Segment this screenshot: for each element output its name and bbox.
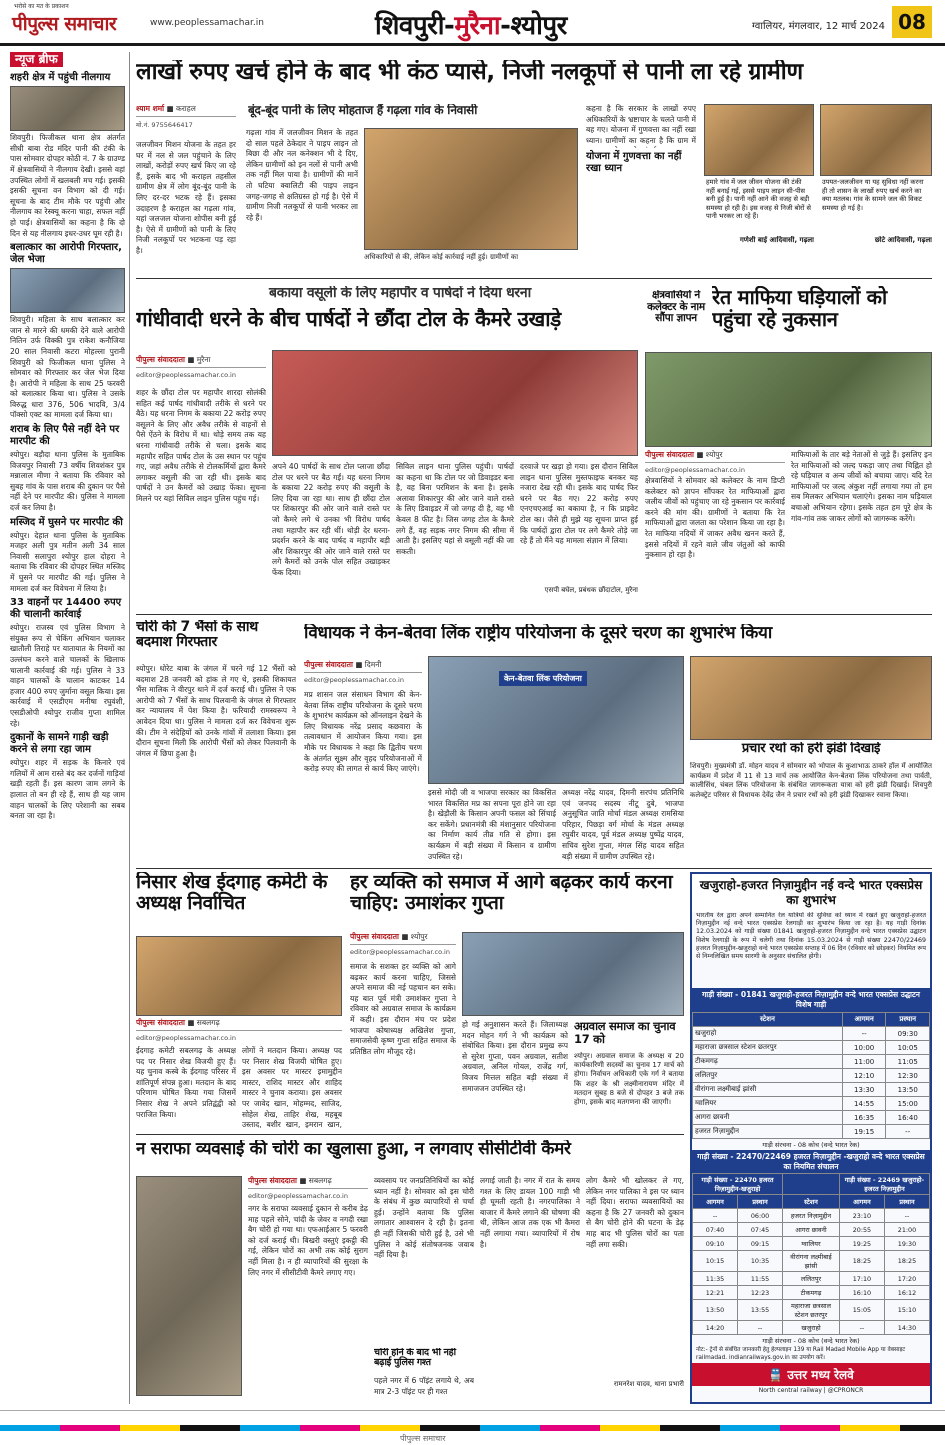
- ganeshi-bai-photo: [704, 104, 814, 176]
- umashankar-byline-box: [350, 932, 456, 958]
- website-link[interactable]: www.peoplessamachar.in: [150, 18, 264, 28]
- news-brief-tag: न्यूज ब्रीफ: [10, 52, 63, 67]
- lead-phone: मो.नं. 9755646417: [136, 121, 193, 129]
- river-text: मप्र शासन जल संसाधन विभाग की केन-बेतवा लिंक राष्ट्रीय परियोजना के दूसरे चरण के शुभारंभ कार्यक्रम को ऑनलाइन देखने के लिए विधायक नरेंद्र प्रसाद कछवारा के तत्वावधान में आयोजन किया गया। इस मौके पर विधायक ने कहा कि द्वितीय चरण के अंतर्गत सूक्ष्म और वृहद परियोजनाओं में करोड़ रुपए की लागत से कार्य किए जाएंगे।: [304, 690, 422, 774]
- umashankar-text: समाज के सशक्त हर व्यक्ति को आगे बढ़कर कार्य करना चाहिए, जिससे अपने समाज की नई पहचान बन सके। यह बात पूर्व मंत्री उमाशंकर गुप्ता ने रविवार को अग्रवाल समाज के कार्यक्रम में कही। इस दौरान मंच पर प्रदेश भाजपा कोषाध्यक्ष अखिलेश गुप्ता, समाजसेवी कृष्ण गुप्ता सहित समाज के प्रतिष्ठित लोग मौजूद रहे।: [350, 962, 456, 1056]
- lead-headline[interactable]: लाखों रुपए खर्च होने के बाद भी कंठ प्यासे, निजी नलकूपों से पानी ला रहे ग्रामीण: [136, 60, 803, 85]
- section-rule: [136, 614, 932, 615]
- cctv-text: लगाई जाती है। नगर में रात के समय गश्त के लिए डायल 100 गाड़ी भी ही घूमती रहती है। नगरपालिका ने बाजार में कैमरे लगाने की घोषणा की थी, लेकिन आज तक एक भी कैमरा नहीं लगाया गया। व्यापारियों में रोष है।: [480, 1176, 580, 1249]
- ad-intro: भारतीय रेल द्वारा अपने सम्मानित रेल यात्रियों की सुविधा को ध्यान में रखते हुए खजुराहो-हजरत निज़ामुद्दीन नई वन्दे भारत एक्सप्रेस रेलगाड़ी का शुभारंभ किया जा रहा है। यह गाड़ी दिनांक 12.03.2024 को गाड़ी संख्या 01841 खजुराहो-हजरत निज़ामुद्दीन वन्दे भारत एक्सप्रेस उद्घाटन विशेष रेलगाड़ी के रूप में चलेगी तथा दिनांक 15.03.2024 से गाड़ी संख्या 22470/22469 हजरत निज़ामुद्दीन-खजुराहो वन्दे भारत एक्सप्रेस सप्ताह में 06 दिन (रविवार को छोड़कर) नियमित रूप से निम्नलिखित समय सारणी के अनुसार संचालित होगी।: [696, 912, 926, 961]
- brief-text: शिवपुरी। फिजीकल थाना क्षेत्र अंतर्गत सीधी बाबा रोड मंदिर पानी की टंकी के पास सोमवार दोपहर कोठी नं. 7 के ग्राउण्ड में क्षेत्रवासियों ने नीलगाय देखी। इससे वहां उपस्थित लोगों में खलबली मच गई। इसकी इसकी सूचना वन विभाग को दी गई। सूचना के बाद टीम मौके पर पहुंची और नीलगाय का रेस्क्यू करना चाहा, सफल नहीं हो पाई। क्षेत्रवासियों का कहना है कि दो दिन से यह नीलगाय इधर-उधर घूम रही है।: [10, 133, 125, 238]
- sand-byline: पीपुल्स संवाददाता ■ श्योपुर: [645, 450, 785, 463]
- cctv-text: लोग कैमरे भी खोलकर ले गए, लेकिन नगर पालिका ने इस पर ध्यान नहीं दिया। सराफा व्यवसायियों का कहना है कि 27 जनवरी को दुकान से बैग चोरी होने की घटना के डेढ़ माह बाद भी पुलिस चोरों का पता नहीं लगा सकी।: [586, 1176, 684, 1249]
- sand-memorandum-photo: [645, 352, 932, 447]
- dharna-text: अपने 40 पार्षदों के साथ टोल प्लाजा छौंदा टोल पर धरने पर बैठ गईं। यह धरना निगम के बकाया 22 करोड़ रुपए की वसूली के लिए दिया जा रहा था। साथ ही छौंदा टोल पर शिकारपुर की ओर जाने वाले रास्ते पर जो कैमरे लगे थे उनका भी विरोध पार्षद तथा महापौर कर रही थीं। थोड़ी देर धरना-प्रदर्शन करने के बाद पार्षद व महापौर बड़ी और शिकारपुर की ओर जाने वाले रास्ते पर लगे कैमरों को उनके पोल सहित उखाड़कर फेंक दिया।: [272, 462, 390, 577]
- cctv-street-photo: [136, 1176, 242, 1396]
- umashankar-email[interactable]: editor@peoplessamachar.co.in: [350, 948, 450, 956]
- vande-bharat-ad: [690, 872, 932, 1404]
- cctv-byline-box: [248, 1176, 368, 1202]
- umashankar-byline: पीपुल्स संवाददाता ■ श्योपुर: [350, 932, 456, 945]
- brief-headline: शराब के लिए पैसे नहीं देने पर मारपीट की: [10, 424, 120, 448]
- cctv-subhead: चोरी होने के बाद भी नहीं बढ़ाई पुलिस गश्त: [374, 1348, 456, 1369]
- brief-headline: बलात्कार का आरोपी गिरफ्तार, जेल भेजा: [10, 242, 122, 266]
- ad-headline: खजुराहो-हजरत निज़ामुद्दीन नई वन्दे भारत एक्सप्रेस का शुभारंभ: [692, 874, 930, 912]
- dharna-photo: [272, 350, 638, 456]
- brief-text: श्योपुर। राजस्व एवं पुलिस विभाग ने संयुक्त रूप से चेकिंग अभियान चलाकर खातौली तिराहे पर यातायात के नियमों का उल्लंघन करने वाले चालकों के खिलाफ चालानी कार्रवाई की गई। पुलिस ने 33 वाहन चालकों के चालान काटकर 14 हजार 400 रुपए जुर्माना वसूल किया। इस कार्रवाई में एसडीएम मनीषा रघुवंशी, एसडीओपी श्योपुर राजीव गुप्ता शामिल रहे।: [10, 623, 125, 728]
- umashankar-photo: [462, 932, 684, 1016]
- quote-name: छोटे आदिवासी, गढ़ला: [874, 236, 932, 244]
- dharna-signoff: एसपी बघेल, प्रबंधक छौंदाटोल, मुरैना: [544, 586, 638, 594]
- table-row: ललितपुर 12:10 12:30: [693, 1069, 930, 1083]
- buffalo-text: श्योपुर। धोरेट बाबा के जंगल में चरने गई 12 भैंसों को बदमाश 28 जनवरी को हांक ले गए थे, इसकी शिकायत भैंस मालिक ने वीरपुर थाने में दर्ज कराई थी। पुलिस ने एक आरोपी को 7 भैंसों के साथ पिलवानी के जंगल से गिरफ्तार कर न्यायालय में पेश किया है। फरियादी रामस्वरूप ने आवेदन दिया था। पुलिस ने मामला दर्ज कर विवेचना शुरू की। टीम ने संदेहियों को उनके गांवों में तलाशा किया। इस दौरान सूचना मिली कि आरोपी भैंसों को लेकर पिलवानी के जंगल में छिपा हुआ है।: [136, 664, 296, 758]
- table-row: 07:40 07:45 आगरा छावनी 20:55 21:00: [693, 1223, 930, 1237]
- dharna-email[interactable]: editor@peoplessamachar.co.in: [136, 371, 236, 379]
- dharna-byline: पीपुल्स संवाददाता ■ मुरैना: [136, 355, 266, 368]
- table-row: टीकमगढ़ 11:00 11:05: [693, 1055, 930, 1069]
- brief-text: शिवपुरी। महिला के साथ बलात्कार कर जान से मारने की धमकी देने वाले आरोपी नितिन उर्फ विक्की पुत्र राकेश कनौजिया 20 साल निवासी कटरा मोहल्ला पुरानी शिवपुरी को फिजीकल थाना पुलिस ने सोमवार को गिरफ्तार कर जेल भेज दिया है। आरोपी ने महिला के साथ 25 फरवरी को बलात्कार किया था। पुलिस ने उसके विरुद्ध धारा 376, 506 भादवि, 3/4 पॉक्सो एक्ट का मामला दर्ज किया था।: [10, 315, 125, 420]
- lead-col3-head: योजना में गुणवत्ता का नहीं रखा ध्यान: [586, 151, 682, 174]
- idgah-text: लोगों ने मतदान किया। अध्यक्ष पद पर निसार शेख विजयी घोषित हुए। इस अवसर पर मास्टर इमामुद्दीन मास्टर, राशिद मास्टर और शाहिद मास्टर ने चुनाव कराया। इस अवसर पर जावेद खान, मोहम्मद, साजिद, सोहेल शेख, ताहिर शेख, महबूब उस्ताद, बशीर खान, इमरान खान,: [242, 1046, 342, 1130]
- idgah-text: ईदगाह कमेटी सबलगढ़ के अध्यक्ष पद पर निसार शेख विजयी हुए हैं। यह चुनाव कस्बे के ईदगाह परिसर में शांतिपूर्ण संपन्न हुआ। मतदान के बाद परिणाम घोषित किया गया जिसमें निसार शेख ने अपने प्रतिद्वंद्वी को पराजित किया।: [136, 1046, 236, 1119]
- chariot-text: शिवपुरी। मुख्यमंत्री डॉ. मोहन यादव ने सोमवार को भोपाल के कुशाभाऊ ठाकरे हॉल में आयोजित कार्यक्रम में प्रदेश में 11 से 13 मार्च तक आयोजित केन-बेतवा लिंक परियोजना तथा पार्वती, कालीसिंध, चंबल लिंक परियोजना के संबंधित जागरूकता यात्रा को हरी झंडी दिखाई। शिवपुरी कलेक्ट्रेट परिसर से विधायक देवेंद्र जैन ने प्रचार रथों को हरी झंडी दिखाकर रवाना किया।: [690, 762, 932, 799]
- idgah-byline: पीपुल्स संवाददाता ■ सबलगढ़: [136, 1018, 342, 1031]
- river-email[interactable]: editor@peoplessamachar.co.in: [304, 676, 404, 684]
- section-rule: [136, 868, 932, 869]
- river-byline-box: [304, 660, 422, 686]
- table-row: महाराजा छत्रसाल स्टेशन छतरपुर 10:00 10:05: [693, 1041, 930, 1055]
- table-row: आगरा छावनी 16:35 16:40: [693, 1111, 930, 1125]
- sand-email[interactable]: editor@peoplessamachar.co.in: [645, 466, 745, 474]
- umashankar-headline[interactable]: हर व्यक्ति को समाज में आगे बढ़कर कार्य करना चाहिए: उमाशंकर गुप्ता: [350, 872, 673, 914]
- page-number: 08: [892, 6, 932, 38]
- brief-text: श्योपुर। देहात थाना पुलिस के मुताबिक मजहर अली पुत्र मतीन अली 34 साल निवासी सलापुरा श्योपुर हाल दोहरा ने बताया कि रविवार की दोपहर स्थित मस्जिद में घुसने पर मारपीट की गई। पुलिस ने मामला दर्ज कर विवेचना में लिया है।: [10, 530, 125, 593]
- sand-text: माफियाओं के तार बड़े नेताओं से जुड़े हैं। इसलिए इन रेत माफियाओं को जल्द पकड़ा जाए तथा चिह्नित हो रहे घड़ियाल व अन्य जीवों को बचाया जाए। यदि रेत माफियाओं पर जल्द अंकुश नहीं लगाया गया तो हम सब मिलकर अभियान चलाएंगे। इसका नाम घड़ियाल बचाओ अभियान रहेगा। इसके तहत हम पूरे क्षेत्र के गांव-गांव तक जाकर लोगों को जागरूक करेंगे।: [791, 450, 932, 523]
- quote-caption: उपयत-जलजीवन या यह सुविधा नहीं करना ही तो शासन के लाखों रुपए खर्च करने का क्या मतलब। गांव के सामने जल की विकट समस्या हो गई है।: [820, 176, 932, 234]
- logo-tagline: भरोसे का मत के प्रकाशन: [14, 3, 69, 10]
- page-footer: [0, 1410, 945, 1445]
- edition-title: शिवपुरी-मुरैना-श्योपुर: [375, 11, 567, 41]
- agrawal-text: श्योपुर। अग्रवाल समाज के अध्यक्ष व 20 कार्यकारिणी सदस्यों का चुनाव 17 मार्च को होगा। निर्वाचन अधिकारी एके गर्ग ने बताया कि शहर के श्री लक्ष्मीनारायण मंदिर में मतदान सुबह 8 बजे से दोपहर 3 बजे तक होगा, इसके बाद मतगणना की जाएगी।: [574, 1052, 684, 1107]
- lead-photo-caption: अधिकारियों से की, लेकिन कोई कार्रवाई नहीं हुई। ग्रामीणों का: [364, 253, 519, 261]
- river-event-photo: [428, 656, 684, 784]
- chhote-adivasi-photo: [820, 104, 932, 176]
- dharna-kicker: बकाया वसूली के लिए महापौर व पार्षदों ने दिया धरना: [269, 286, 531, 301]
- river-byline: पीपुल्स संवाददाता ■ दिमनी: [304, 660, 422, 673]
- cctv-byline: पीपुल्स संवाददाता ■ सबलगढ़: [248, 1176, 368, 1189]
- lead-subhead: बूंद-बूंद पानी के लिए मोहताज हैं गढ़ला गांव के निवासी: [248, 104, 478, 117]
- cctv-text: व्यवसाय पर जनप्रतिनिधियों का कोई ध्यान नहीं है। सोमवार को इस चोरी के संबंध में कुछ व्यापारियों से चर्चा हुई। उन्होंने बताया कि पुलिस लगातार आश्वासन दे रही है। इतना ही नहीं जिसकी चोरी हुई है, उसे भी पुलिस ने कोई संतोषजनक जवाब नहीं दिया है।: [374, 1176, 474, 1260]
- table-row: 13:50 13:55 महाराजा छत्रसाल स्टेशन छतरपुर 15:05 15:10: [693, 1300, 930, 1321]
- brief-headline: मस्जिद में घुसने पर मारपीट की: [10, 516, 123, 528]
- dharna-text: सिविल लाइन थाना पुलिस पहुंची। पार्षदों का कहना था कि टोल पर जो डिवाइडर बना है, वह बिना परमिशन के बना है। इसके अलावा शिकारपुर की ओर जाने वाले रास्ते के लिए डिवाइडर में जो जगह दी है, वह भी केवल 8 फीट है। जिस जगह टोल के कैमरे लगे हैं, वह सड़क नगर निगम की सीमा में आती है। इसलिए यहां से वसूली नहीं की जा सकती।: [396, 462, 514, 556]
- newspaper-logo[interactable]: पीपुल्स समाचार: [12, 13, 117, 35]
- river-text: अध्यक्ष नरेंद्र यादव, दिमनी सरपंच प्रतिनिधि एवं जनपद सदस्य नीटू दुबे, भाजपा अनुसूचित जाति मोर्चा मंडल अध्यक्ष रामसिया परिहार, पिछड़ा वर्ग मोर्चा के मंडल अध्यक्ष रघुवीर यादव, पूर्व मंडल अध्यक्ष पुष्पेंद्र यादव, सचिव सुरेश गुप्ता, मंगल सिंह यादव सहित बड़ी संख्या में ग्रामीण उपस्थित रहे।: [562, 788, 684, 861]
- sand-text: क्षेत्रवासियों ने सोमवार को कलेक्टर के नाम डिप्टी कलेक्टर को ज्ञापन सौंपकर रेत माफियाओं द्वारा जलीय जीवों को पहुंचाए जा रहे नुकसान पर कार्रवाई करने की मांग की। ग्रामीणों ने बताया कि रेत माफियाओं द्वारा जलता का परेशान किया जा रहा है। रेत माफिया नदियों में जाकर अवैध खनन करते हैं, इससे नदियों में रहने वाले जीव जंतुओं को काफी नुकसान हो रहा है।: [645, 476, 785, 560]
- section-rule: [136, 278, 932, 279]
- sand-headline[interactable]: रेत माफिया घड़ियालों को पहुंचा रहे नुकसान: [712, 286, 887, 331]
- table-row: हजरत निज़ामुद्दीन 19:15 --: [693, 1125, 930, 1139]
- river-text: इससे मोदी जी व भाजपा सरकार का विकसित भारत विकसित मप्र का सपना पूरा होने जा रहा है। खेड़ौली के किसान अपनी फसल को सिंचाई कर सकेंगे। प्रधानमंत्री की मंशानुसार परियोजना का निर्माण कार्य तीव्र गति से होगा। इस कार्यक्रम में बड़ी संख्या में किसान व ग्रामीण उपस्थित रहे।: [428, 788, 556, 861]
- lead-text-col1: जलजीवन मिशन योजना के तहत हर घर में नल से जल पहुंचाने के लिए लाखों, करोड़ों रुपए खर्च किए जा रहे हैं, इसके बाद भी कराहल तहसील ग्रामीण क्षेत्र में लोग बूंद-बूंद पानी के लिए दर-दर भटक रहे हैं। इसका उदाहरण है कराहल का गढ़ला गांव, यहां जलजल योजना शोपीस बनी हुई है। ऐसे में ग्रामीणों को पानी के लिए निजी नलकूपों पर भटकना पड़ रहा है।: [136, 140, 236, 255]
- railway-brand: 🚆 उत्तर मध्य रेलवे: [692, 1363, 930, 1386]
- railway-social[interactable]: North central railway | @CPRONCR: [758, 1387, 864, 1394]
- cctv-text: नगर के सराफा व्यवसाई दुकान से करीब डेढ़ माह पहले सोने, चांदी के जेवर व नगदी रखा बैग चोरी हो गया था। एफआईआर 5 फरवरी को दर्ज कराई थी। बिखरी वस्तुएं इकट्ठी की गई, लेकिन चोरों का अभी तक कोई सुराग नहीं मिला है। न ही व्यापारियों की सुरक्षा के लिए नगर में सीसीटीवी कैमरे लगाए गए।: [248, 1204, 368, 1277]
- lead-text-col2: गढ़ला गांव में जलजीवन मिशन के तहत दो साल पहले ठेकेदार ने पाइप लाइन तो बिछा दी और नल कनेक्शन भी दे दिए, लेकिन ग्रामीणों को इन नलों से पानी अभी तक नहीं मिल पाया है। ग्रामीणों की मानें तो घटिया क्वालिटी की पाइप लाइन जगह-जगह से क्षतिग्रस्त हो गई है। ऐसे में ग्रामीण निजी नलकूपों से पानी भरकर ला रहे हैं।: [246, 128, 358, 222]
- river-headline[interactable]: विधायक ने केन-बेतवा लिंक राष्ट्रीय परियोजना के दूसरे चरण का शुभारंभ किया: [304, 624, 772, 643]
- ad-note: नोट:- ट्रेनों से संबंधित जानकारी हेतु हेल्पलाइन 139 या Rail Madad Mobile App या वेबसाइट railmadad. indianrailways.gov.in का उपयोग करें।: [696, 1347, 906, 1361]
- cctv-subtext: पहले नगर में 6 पॉइंट लगाये थे, अब मात्र 2-3 पॉइंट पर ही गश्त: [374, 1376, 474, 1396]
- buffalo-headline[interactable]: चोरी की 7 भैंसों के साथ बदमाश गिरफ्तार: [136, 620, 258, 651]
- lead-byline-box: [136, 104, 236, 140]
- news-brief-sidebar: [10, 52, 125, 1382]
- dharna-text: शहर के छौंदा टोल पर महापौर शारदा सोलंकी सहित कई पार्षद गांधीवादी तरीके से धरने पर बैठे। यह धरना निगम के बकाया 22 करोड़ रुपए वसूलने के लिए और अवैध तरीके से वाहनों से पैसे ऐंठने के विरोध में था। थोड़े समय तक यह धरना गांधीवादी तरीके से चला। इसके बाद महापौर सहित पार्षद टोल के उस स्थान पर पहुंच गए, जहां अवैध तरीके से टोलकर्मियों द्वारा कैमरे लगाकर वसूली की जा रही थी। इसके बाद पार्षदों ने उन कैमरों को उखाड़ फेंका। सूचना मिलने पर यहां सिविल लाइन पुलिस पहुंच गई।: [136, 388, 266, 503]
- accused-photo: [10, 268, 125, 313]
- lead-byline: श्याम शर्मा ■ कराहल: [136, 104, 236, 117]
- brief-text: श्योपुर। शहर में सड़क के किनारे एवं गलियों में आम रास्ते बंद कर दर्जनों गाड़ियां खड़ी रहती हैं। इस कारण जाम लगने के हालात तो बन ही रहे हैं, साथ ही यह जाम वाहन चालकों के लिए परेशानी का सबब बनता जा रहा है।: [10, 758, 125, 821]
- sand-kicker: क्षेत्रवासियों ने कलेक्टर के नाम सौंपा ज्ञापन: [647, 290, 705, 325]
- dharna-headline[interactable]: गांधीवादी धरने के बीच पार्षदों ने छौंदा टोल के कैमरे उखाड़े: [136, 308, 561, 331]
- sand-byline-box: [645, 450, 785, 474]
- brief-headline: शहरी क्षेत्र में पहुंची नीलगाय: [10, 72, 111, 84]
- regular-train-composition: गाड़ी संरचना - 08 कोच (वन्दे भारत रेक): [762, 1337, 860, 1345]
- section-rule: [136, 1134, 684, 1135]
- regular-train-table: गाड़ी संख्या - 22470 हजरत निज़ामुद्दीन-खजुराहो गाड़ी संख्या - 22469 खजुराहो-हजरत निज़ामुद्दीन आगमन प्रस्थान स्टेशन आगमन प्रस्थान -- 06:00 हजरत निज़ामुद्दीन 23:10 -- 07:40 07:45 आगरा छावनी 20:55 21:00 09:10 09:15 ग्वालियर 19:25 19:30 10:15 10:35 वीरांगना लक्ष्मीबाई झांसी 18:25 18:25 11:35 11:55 ललितपुर 17:10 17:20 12:21 12:23 टीकमगढ़ 16:10 16:12 13:50 13:55 महाराजा छत्रसाल स्टेशन छतरपुर 15:05 15:10 14:20 -- खजुराहो -- 14:30: [692, 1173, 930, 1335]
- dharna-byline-box: [136, 355, 266, 385]
- nilgai-photo: [10, 86, 125, 131]
- color-bar: [0, 1425, 945, 1431]
- quote-caption: हमारे गांव में जल जीवन योजना की टंकी नहीं बनाई गई, इससे पाइप लाइन सी-पीस बनी हुई है। पानी नहीं आने की वजह से बड़ी समस्या हो रही है। इस वजह से निजी बोरों से पानी भरकर ला रहे हैं।: [704, 176, 814, 234]
- issue-date: ग्वालियर, मंगलवार, 12 मार्च 2024: [752, 21, 886, 32]
- water-tank-photo: [364, 128, 578, 250]
- quote-name: गणेशी बाई आदिवासी, गढ़ला: [739, 236, 814, 244]
- brief-headline: 33 वाहनों पर 14400 रुपए की चालानी कार्रवाई: [10, 597, 122, 621]
- table-row: वीरांगना लक्ष्मीबाई झांसी 13:30 13:50: [693, 1083, 930, 1097]
- chariot-headline[interactable]: प्रचार रथों को हरी झंडी दिखाई: [690, 742, 932, 760]
- cctv-signoff: रामनरेश यादव, थाना प्रभारी: [613, 1380, 684, 1388]
- river-banner: केन-बेतवा लिंक परियोजना: [499, 671, 587, 686]
- table-row: -- 06:00 हजरत निज़ामुद्दीन 23:10 --: [693, 1209, 930, 1223]
- idgah-byline-box: [136, 1018, 342, 1044]
- brief-headline: दुकानों के सामने गाड़ी खड़ी करने से लगा रहा जाम: [10, 732, 109, 756]
- agrawal-subhead: अग्रवाल समाज का चुनाव 17 को: [574, 1020, 676, 1046]
- table-row: 10:15 10:35 वीरांगना लक्ष्मीबाई झांसी 18:25 18:25: [693, 1251, 930, 1272]
- idgah-photo: [136, 936, 342, 1016]
- special-train-title: गाड़ी संख्या - 01841 खजुराहो-हजरत निज़ामुद्दीन वन्दे भारत एक्सप्रेस उद्घाटन विशेष गाड़ी: [692, 988, 930, 1012]
- footer-brand: पीपुल्स समाचार: [400, 1434, 446, 1443]
- table-row: खजुराहो -- 09:30: [693, 1027, 930, 1041]
- masthead: [0, 0, 945, 46]
- table-row: 11:35 11:55 ललितपुर 17:10 17:20: [693, 1272, 930, 1286]
- dharna-text: दरवाजे पर खड़ा हो गया। इस दौरान सिविल लाइन थाना पुलिस मुस्तफाइफ बनकर यह नजारा देख रही थी। इसके बाद पार्षद फिर धरने पर बैठ गए। 22 करोड़ रुपए एनएचएआई का बकाया है, न कि प्राइवेट टोल का। जैसे ही मुझे यह सूचना प्राप्त हुई कि पार्षदों द्वारा टोल पर लगे कैमरे तोड़े जा रहे हैं तो मैंने यह मामला संज्ञान में लिया।: [520, 462, 638, 546]
- cctv-headline[interactable]: न सराफा व्यवसाई की चोरी का खुलासा हुआ, न लगवाए सीसीटीवी कैमरे: [136, 1140, 571, 1159]
- train-icon: 🚆: [768, 1368, 788, 1382]
- table-row: ग्वालियर 14:55 15:00: [693, 1097, 930, 1111]
- table-row: 12:21 12:23 टीकमगढ़ 16:10 16:12: [693, 1286, 930, 1300]
- special-train-composition: गाड़ी संरचना - 08 कोच (वन्दे भारत रेक): [762, 1141, 860, 1149]
- umashankar-text: हो गई अनुशासन करते हैं। जिलाध्यक्ष मदन मोहन गर्ग ने भी कार्यक्रम को संबोधित किया। इस दौरान प्रमुख रूप से सुरेश गुप्ता, पवन अग्रवाल, सतीश अग्रवाल, अनिल गोयल, राजेंद्र गर्ग, विजय मित्तल सहित बड़ी संख्या में समाजजन उपस्थित रहे।: [462, 1020, 568, 1093]
- brief-text: श्योपुर। बड़ौदा थाना पुलिस के मुताबिक विजयपुर निवासी 73 वर्षीय शिवशंकर पुत्र मन्नालाल मीणा ने बताया कि रविवार को सुबह गांव के पास शराब की दुकान पर पैसे नहीं देने पर मारपीट की। पुलिस ने मामला दर्ज कर लिया है।: [10, 450, 125, 513]
- column-divider: [129, 52, 130, 1404]
- idgah-headline[interactable]: निसार शेख ईदगाह कमेटी के अध्यक्ष निर्वाचित: [136, 872, 327, 914]
- chariot-photo: [690, 656, 932, 740]
- idgah-email[interactable]: editor@peoplessamachar.co.in: [136, 1034, 236, 1042]
- special-train-table: स्टेशन आगमन प्रस्थान खजुराहो -- 09:30 महाराजा छत्रसाल स्टेशन छतरपुर 10:00 10:05 टीकमगढ़ 11:00 11:05 ललितपुर 12:10 12:30 वीरांगना लक्ष्मीबाई झांसी 13:30 13:50 ग्वालियर 14:55 15:00 आगरा छावनी 16:35 16:40 हजरत निज़ामुद्दीन 19:15 --: [692, 1012, 930, 1139]
- table-row: 14:20 -- खजुराहो -- 14:30: [693, 1321, 930, 1335]
- table-row: 09:10 09:15 ग्वालियर 19:25 19:30: [693, 1237, 930, 1251]
- lead-col3-box: कहना है कि सरकार के लाखों रुपए अधिकारियों के भ्रष्टाचार के चलते पानी में बह गए। योजना में गुणवत्ता का नहीं रखा ध्यान। ग्रामीणों का कहना है कि ग्राम में योजना में गुणवत्ता का नहीं रखा ध्यान: [586, 104, 696, 174]
- cctv-email[interactable]: editor@peoplessamachar.co.in: [248, 1192, 348, 1200]
- regular-train-title: गाड़ी संख्या - 22470/22469 हजरत निज़ामुद्दीन -खजुराहो वन्दे भारत एक्सप्रेस का नियमित संचालन: [692, 1150, 930, 1173]
